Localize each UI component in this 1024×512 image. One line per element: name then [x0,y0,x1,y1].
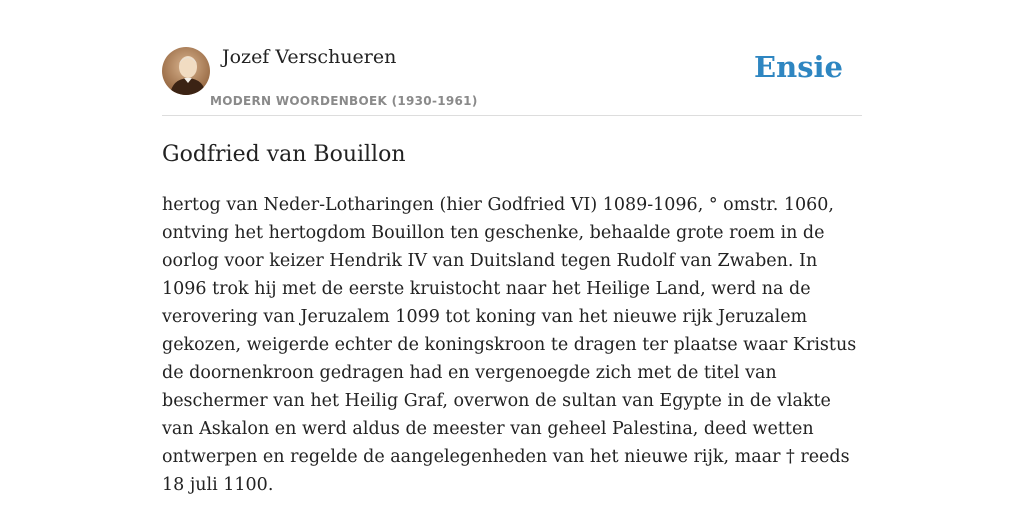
entry-title: Godfried van Bouillon [162,142,406,167]
entry-definition: hertog van Neder-Lotharingen (hier Godfried VI) 1089-1096, ° omstr. 1060, ontving het hertogdom Bouillon ten geschenke, behaalde grote roem in de oorlog voor keizer Hendrik IV van Duitsland tegen Rudolf van Zwaben. In 1096 trok hij met de eerste kruistocht naar het Heilige Land, werd na de verovering van Jeruzalem 1099 tot koning van het nieuwe rijk Jeruzalem gekozen, weigerde echter de koningskroon te dragen ter plaatse waar Kristus de doornenkroon gedragen had en vergenoegde zich met de titel van beschermer van het Heilig Graf, overwon de sultan van Egypte in de vlakte van Askalon en werd aldus de meester van geheel Palestina, deed wetten ontwerpen en regelde de aangelegenheden van het nieuwe rijk, maar † reeds 18 juli 1100. [162,195,857,495]
dictionary-source-label[interactable]: MODERN WOORDENBOEK (1930-1961) [210,94,478,108]
author-name[interactable]: Jozef Verschueren [222,46,397,68]
entry-card [162,44,862,499]
portrait-photo-icon [162,47,210,95]
entry-header [162,44,862,116]
author-avatar[interactable] [162,47,210,95]
ensie-logo[interactable]: Ensie [754,50,843,84]
